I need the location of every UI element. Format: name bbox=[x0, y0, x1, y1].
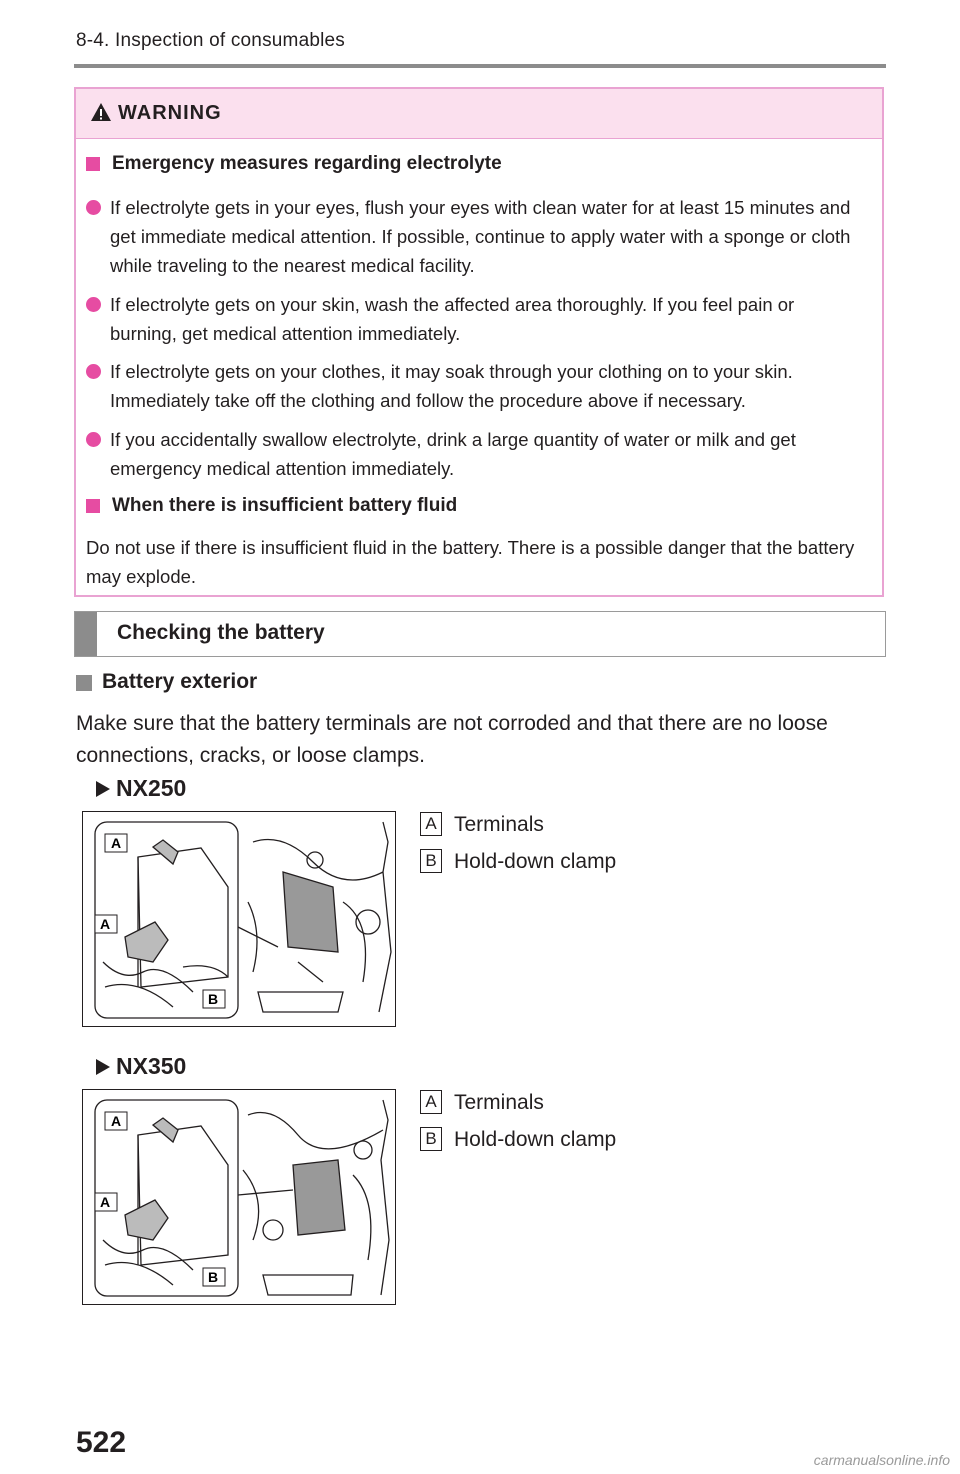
square-bullet-icon bbox=[76, 675, 92, 691]
page-number: 522 bbox=[76, 1426, 127, 1459]
legend-key: B bbox=[420, 1127, 442, 1151]
circle-bullet-icon bbox=[86, 432, 101, 447]
warning-box: WARNING Emergency measures regarding electrolyte If electrolyte gets in your eyes, flush your eyes with clean water for at least 15 minutes and get immediate medical attention. If possible, continue to apply water with a sponge or cloth while traveling to the nearest medical facility. If electrolyte gets on your skin, wash the affected area thoroughly. If you feel pain or burning, get medical attention immediately. If electrolyte gets on your clothes, it may soak through your clothing on to your skin. Immediately take off the clothing and follow the procedure above if necessary. If you accidentally swallow electrolyte, drink a large quantity of water or milk and get emergency medical attention immediately. When there is insufficient battery fluid Do not use if there is insufficient fluid in the battery. There is a possible danger that the battery may explode. bbox=[74, 87, 884, 597]
section-title-bar bbox=[74, 611, 886, 657]
warning-title: WARNING bbox=[118, 102, 222, 124]
square-bullet-icon bbox=[86, 157, 100, 171]
legend-label: Hold-down clamp bbox=[454, 850, 617, 873]
circle-bullet-icon bbox=[86, 297, 101, 312]
svg-text:B: B bbox=[208, 1269, 219, 1285]
section-header: 8-4. Inspection of consumables bbox=[76, 30, 345, 51]
battery-figure-nx250 bbox=[82, 811, 396, 1027]
circle-bullet-icon bbox=[86, 200, 101, 215]
engine-bay-illustration bbox=[83, 1090, 396, 1305]
battery-figure-nx350 bbox=[82, 1089, 396, 1305]
legend-key: A bbox=[420, 1090, 442, 1114]
warning-triangle-icon bbox=[90, 102, 112, 122]
legend-label: Terminals bbox=[454, 813, 544, 836]
engine-bay-illustration bbox=[83, 812, 396, 1027]
legend-label: Terminals bbox=[454, 1091, 544, 1114]
svg-text:A: A bbox=[111, 1113, 122, 1129]
legend-label: Hold-down clamp bbox=[454, 1128, 617, 1151]
watermark: carmanualsonline.info bbox=[813, 1452, 950, 1468]
square-bullet-icon bbox=[86, 499, 100, 513]
legend-key: A bbox=[420, 812, 442, 836]
section-title: Checking the battery bbox=[117, 621, 325, 644]
legend-key: B bbox=[420, 849, 442, 873]
circle-bullet-icon bbox=[86, 364, 101, 379]
arrow-right-icon bbox=[96, 1059, 110, 1075]
svg-text:A: A bbox=[111, 835, 122, 851]
svg-text:A: A bbox=[100, 916, 111, 932]
battery-exterior-text: Make sure that the battery terminals are not corroded and that there are no loose connections, cracks, or loose clamps. bbox=[76, 712, 828, 767]
svg-text:B: B bbox=[208, 991, 219, 1007]
header-rule bbox=[74, 64, 886, 68]
warning-header bbox=[76, 89, 882, 139]
arrow-right-icon bbox=[96, 781, 110, 797]
svg-text:A: A bbox=[100, 1194, 111, 1210]
warning-paragraph: Do not use if there is insufficient fluid in the battery. There is a possible danger that the battery may explode. bbox=[86, 537, 855, 587]
